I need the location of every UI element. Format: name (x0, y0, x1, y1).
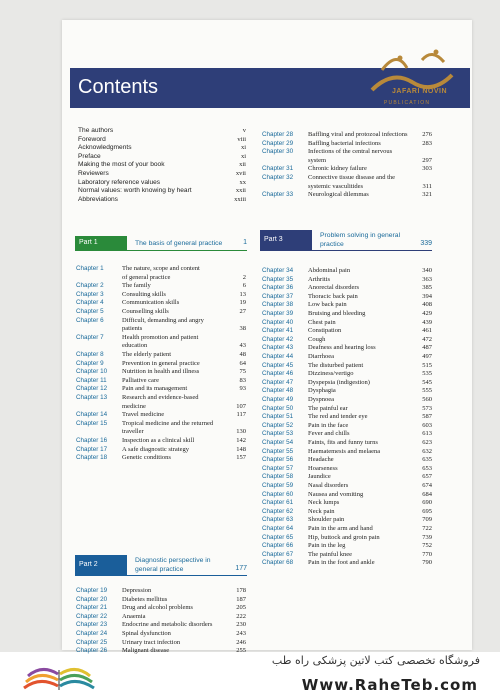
part1-page: 1 (243, 238, 247, 246)
part2-title-line1: Diagnostic perspective in (135, 557, 211, 564)
chapter-title: Hip, buttock and groin pain (308, 533, 380, 541)
page-number: xi (240, 152, 246, 160)
page-title: Contents (78, 76, 159, 98)
chapter-number: Chapter 64 (262, 525, 294, 532)
chapter-title: The nature, scope and content (122, 265, 200, 272)
chapter-title: Dizziness/vertigo (308, 370, 354, 378)
chapter-number: Chapter 62 (262, 507, 294, 515)
chapter-number: Chapter 5 (76, 308, 104, 315)
chapter-title: Spinal dysfunction (122, 630, 171, 637)
chapter-title: Health promotion and patient (122, 333, 199, 341)
chapter-number: Chapter 22 (76, 612, 108, 620)
footer-website-link[interactable]: Www.RaheTeb.com (301, 676, 478, 694)
chapter-title: Headache (308, 456, 334, 464)
front-matter-label: Preface (78, 152, 101, 160)
chapter-number: Chapter 45 (262, 361, 294, 369)
chapter-title: education (122, 342, 148, 350)
chapter-number: Chapter 15 (76, 419, 108, 427)
page-number: 19 (239, 299, 246, 307)
chapter-number: Chapter 29 (262, 139, 294, 147)
books-icon (20, 658, 98, 694)
chapter-title: Palliative care (122, 376, 159, 384)
chapter-number: Chapter 63 (262, 516, 294, 524)
chapter-title: Pain in the arm and hand (308, 525, 373, 532)
chapter-title: system (308, 156, 327, 164)
chapter-title: Diarrhoea (308, 353, 334, 360)
chapter-number: Chapter 50 (262, 404, 294, 412)
chapter-title: Connective tissue disease and the (308, 174, 396, 181)
chapter-title: Infections of the central nervous (308, 148, 393, 156)
chapter-title: A safe diagnostic strategy (122, 445, 189, 453)
page-number: 107 (236, 402, 246, 410)
logo-subtitle: PUBLICATION (384, 100, 431, 106)
chapter-number: Chapter 47 (262, 378, 294, 386)
chapter-title: Abdominal pain (308, 267, 351, 274)
chapter-number: Chapter 24 (76, 630, 108, 637)
chapter-number: Chapter 2 (76, 282, 104, 290)
page-number: 340 (422, 267, 432, 274)
chapter-number: Chapter 49 (262, 396, 294, 403)
chapter-number: Chapter 25 (76, 638, 108, 646)
chapter-number: Chapter 7 (76, 333, 104, 341)
page-number: 613 (422, 430, 432, 438)
page-number: 439 (422, 318, 432, 326)
chapter-number: Chapter 41 (262, 327, 294, 335)
page-number: v (242, 127, 246, 134)
chapter-title: Bruising and bleeding (308, 310, 366, 317)
front-matter-label: Foreword (78, 135, 106, 143)
chapter-title: The painful knee (308, 550, 353, 558)
front-matter-label: Reviewers (78, 170, 109, 177)
page-number: 303 (422, 165, 432, 173)
chapter-number: Chapter 20 (76, 595, 108, 603)
chapter-title: Anorectal disorders (308, 284, 360, 292)
chapter-title: Hoarseness (308, 464, 338, 472)
chapter-title: Consulting skills (122, 290, 166, 298)
page-number: 587 (422, 413, 432, 421)
part3-title-line2: practice (320, 241, 344, 248)
front-matter-label: Abbreviations (78, 195, 118, 203)
chapter-title: Counselling skills (122, 308, 169, 315)
chapter-title: Thoracic back pain (308, 292, 358, 300)
chapter-number: Chapter 31 (262, 165, 294, 173)
page-number: 130 (236, 428, 246, 436)
chapter-number: Chapter 21 (76, 604, 108, 612)
chapter-title: Deafness and hearing loss (308, 344, 376, 352)
chapter-title: Difficult, demanding and angry (122, 316, 204, 324)
front-matter-label: Laboratory reference values (78, 178, 161, 186)
page-number: 497 (422, 353, 432, 360)
chapter-title: Neurological dilemmas (308, 191, 369, 199)
page-number: xii (239, 161, 246, 169)
chapter-title: The disturbed patient (308, 361, 364, 369)
chapter-number: Chapter 48 (262, 387, 294, 395)
front-matter-label: Normal values: worth knowing by heart (78, 187, 192, 195)
page-number: 38 (239, 325, 246, 333)
chapter-number: Chapter 18 (76, 454, 108, 462)
page-number: 752 (422, 542, 432, 550)
chapter-number: Chapter 57 (262, 464, 294, 472)
chapter-number: Chapter 53 (262, 430, 294, 438)
page-number: 739 (422, 533, 432, 541)
chapter-number: Chapter 59 (262, 482, 294, 489)
page-number: 297 (422, 156, 432, 164)
page-number: 243 (236, 630, 246, 637)
chapter-title: Faints, fits and funny turns (308, 439, 378, 446)
page-number: 657 (422, 473, 432, 481)
page-number: 674 (422, 482, 432, 489)
chapter-number: Chapter 56 (262, 456, 294, 464)
page-number: 408 (422, 301, 432, 309)
page-number: 148 (236, 445, 246, 453)
page-number: 555 (422, 387, 432, 395)
page-number: 83 (239, 376, 246, 384)
part3-underline (260, 250, 432, 251)
chapter-title: Communication skills (122, 299, 180, 307)
page-number: 603 (422, 421, 432, 429)
chapter-number: Chapter 60 (262, 490, 294, 498)
chapter-number: Chapter 51 (262, 413, 294, 421)
chapter-title: Drug and alcohol problems (122, 604, 193, 612)
chapter-number: Chapter 4 (76, 299, 104, 307)
chapter-title: The red and tender eye (308, 413, 368, 421)
page-number: 632 (422, 447, 432, 455)
page-number: 770 (422, 550, 432, 558)
page-number: 653 (422, 464, 432, 472)
chapter-title: Haematemesis and melaena (308, 447, 381, 455)
chapter-title: Endocrine and metabolic disorders (122, 621, 213, 629)
part2-underline (75, 575, 247, 576)
page-number: 385 (422, 284, 432, 292)
chapter-number: Chapter 17 (76, 445, 108, 453)
chapter-number: Chapter 34 (262, 267, 294, 274)
chapter-title: Neck lumps (308, 499, 340, 507)
chapter-number: Chapter 3 (76, 290, 104, 298)
chapter-title: Depression (122, 587, 152, 594)
chapter-number: Chapter 32 (262, 174, 294, 181)
chapter-title: Genetic conditions (122, 454, 171, 462)
chapter-title: Dyspnoea (308, 396, 334, 403)
chapter-number: Chapter 16 (76, 437, 108, 444)
part2-title-line2: general practice (135, 566, 184, 573)
front-matter-label: The authors (78, 127, 114, 134)
page-number: 363 (422, 275, 432, 283)
chapter-title: Malignant disease (122, 647, 170, 655)
page-number: 283 (422, 139, 432, 147)
part1-underline (75, 250, 247, 251)
logo-name: JAFARI NOVIN (392, 88, 448, 95)
chapter-title: Urinary tract infection (122, 638, 181, 646)
page-number: 43 (239, 342, 246, 350)
chapter-title: The painful ear (308, 404, 348, 412)
chapter-title: Nausea and vomiting (308, 490, 364, 498)
page-number: 635 (422, 456, 432, 464)
page-number: 560 (422, 396, 432, 403)
chapter-title: Chronic kidney failure (308, 165, 367, 173)
chapter-title: Nasal disorders (308, 482, 349, 489)
chapter-title: Anaemia (122, 612, 146, 620)
page-number: 178 (236, 587, 246, 594)
front-matter-label: Acknowledgments (78, 144, 132, 152)
chapter-title: Dyspepsia (indigestion) (308, 378, 370, 386)
page-number: 48 (239, 351, 246, 358)
chapter-number: Chapter 43 (262, 344, 294, 352)
page-number: 142 (236, 437, 246, 444)
chapter-title: Tropical medicine and the returned (122, 419, 214, 427)
front-matter-label: Making the most of your book (78, 161, 165, 169)
chapter-number: Chapter 58 (262, 473, 294, 481)
chapter-title: Shoulder pain (308, 516, 345, 524)
page-number: 205 (236, 604, 246, 612)
chapter-title: of general practice (122, 273, 171, 281)
part1-label: Part 1 (79, 239, 98, 246)
page-number: 461 (422, 327, 432, 335)
chapter-title: Baffling bacterial infections (308, 139, 381, 147)
chapter-title: medicine (122, 402, 146, 410)
part2-label: Part 2 (79, 561, 98, 568)
page-number: 487 (422, 344, 432, 352)
chapter-title: traveller (122, 428, 144, 436)
page-number: 429 (422, 310, 432, 317)
chapter-title: Jaundice (308, 473, 331, 481)
chapter-number: Chapter 65 (262, 533, 294, 541)
chapter-number: Chapter 23 (76, 621, 108, 629)
chapter-number: Chapter 28 (262, 131, 294, 138)
chapter-title: Arthritis (308, 275, 331, 283)
page-number: 690 (422, 499, 432, 507)
page-number: xvii (235, 170, 246, 177)
chapter-number: Chapter 46 (262, 370, 294, 378)
page-number: 64 (239, 359, 246, 367)
chapter-number: Chapter 19 (76, 587, 108, 594)
page-number: 545 (422, 378, 432, 386)
chapter-number: Chapter 66 (262, 542, 294, 550)
page-number: 246 (236, 638, 246, 646)
chapter-title: The family (122, 282, 151, 290)
chapter-title: Pain and its management (122, 385, 188, 393)
part3-title-line1: Problem solving in general (320, 232, 401, 239)
chapter-number: Chapter 8 (76, 351, 104, 358)
chapter-number: Chapter 12 (76, 385, 108, 393)
chapter-title: Pain in the face (308, 421, 349, 429)
chapter-number: Chapter 37 (262, 292, 294, 300)
chapter-number: Chapter 36 (262, 284, 294, 292)
part2-page: 177 (235, 564, 247, 572)
chapter-number: Chapter 67 (262, 550, 294, 558)
chapter-number: Chapter 33 (262, 191, 294, 199)
chapter-number: Chapter 9 (76, 359, 104, 367)
chapter-title: Chest pain (308, 318, 336, 326)
page-number: 117 (236, 411, 246, 419)
chapter-title: Diabetes mellitus (122, 595, 168, 603)
page-number: 695 (422, 507, 432, 515)
chapter-title: Dysphagia (308, 387, 336, 395)
chapter-title: Baffling viral and protozoal infections (308, 131, 408, 138)
chapter-number: Chapter 11 (76, 376, 107, 384)
chapter-title: patients (122, 325, 143, 333)
part1-title: The basis of general practice (135, 239, 223, 247)
chapter-title: Nutrition in health and illness (122, 368, 200, 376)
page-number: xi (240, 144, 246, 152)
page-number: 321 (422, 191, 432, 199)
page-number: xxiii (234, 195, 246, 203)
page-number: 472 (422, 335, 432, 343)
page-number: 230 (236, 621, 246, 629)
page-number: 535 (422, 370, 432, 378)
chapter-number: Chapter 6 (76, 316, 104, 324)
page-number: 276 (422, 131, 432, 138)
chapter-number: Chapter 40 (262, 318, 294, 326)
chapter-number: Chapter 35 (262, 275, 294, 283)
page-number: 187 (236, 595, 246, 603)
page-number: 13 (239, 290, 246, 298)
chapter-number: Chapter 1 (76, 265, 104, 272)
chapter-number: Chapter 54 (262, 439, 294, 446)
page-number: 573 (422, 404, 432, 412)
page-number: 515 (422, 361, 432, 369)
page-number: 255 (236, 647, 246, 655)
chapter-number: Chapter 68 (262, 559, 294, 567)
page-number: 2 (242, 273, 246, 281)
page-number: xxii (235, 187, 246, 195)
part3-page: 339 (420, 239, 432, 247)
chapter-number: Chapter 52 (262, 421, 294, 429)
page-number: 93 (239, 385, 246, 393)
page-number: 709 (422, 516, 432, 524)
page-number: 6 (242, 282, 246, 290)
chapter-title: Constipation (308, 327, 342, 335)
page-number: 623 (422, 439, 432, 446)
chapter-number: Chapter 61 (262, 499, 294, 507)
page-number: 684 (422, 490, 432, 498)
chapter-title: Pain in the leg (308, 542, 346, 550)
chapter-title: Prevention in general practice (122, 359, 200, 367)
chapter-title: Travel medicine (122, 411, 165, 419)
page-number: 311 (422, 182, 432, 190)
chapter-title: Inspection as a clinical skill (122, 437, 195, 444)
page-number: 27 (239, 308, 246, 315)
page-number: xx (239, 178, 246, 186)
chapter-title: Fever and chills (308, 430, 350, 438)
chapter-number: Chapter 13 (76, 394, 108, 401)
chapter-number: Chapter 30 (262, 148, 294, 156)
page-number: 75 (239, 368, 246, 376)
chapter-title: Neck pain (308, 507, 335, 515)
chapter-title: Research and evidence-based (122, 394, 199, 401)
chapter-number: Chapter 55 (262, 447, 294, 455)
page-number: 157 (236, 454, 246, 462)
chapter-title: The elderly patient (122, 351, 172, 358)
chapter-number: Chapter 42 (262, 335, 294, 343)
chapter-number: Chapter 39 (262, 310, 294, 317)
chapter-title: Low back pain (308, 301, 347, 309)
chapter-number: Chapter 44 (262, 353, 294, 360)
chapter-title: Pain in the foot and ankle (308, 559, 375, 567)
footer-store-name: فروشگاه تخصصی کتب لاتین پزشکی راه طب (271, 654, 480, 667)
chapter-number: Chapter 14 (76, 411, 108, 419)
part3-label: Part 3 (264, 236, 283, 243)
page-number: 790 (422, 559, 432, 567)
page-number: 394 (422, 292, 432, 300)
chapter-title: Cough (308, 335, 326, 343)
page-number: 222 (236, 612, 246, 620)
page-number: viii (237, 135, 246, 143)
chapter-number: Chapter 26 (76, 647, 108, 655)
page-number: 722 (422, 525, 432, 532)
chapter-number: Chapter 38 (262, 301, 294, 309)
chapter-title: systemic vasculitides (308, 182, 364, 190)
chapter-number: Chapter 10 (76, 368, 108, 376)
